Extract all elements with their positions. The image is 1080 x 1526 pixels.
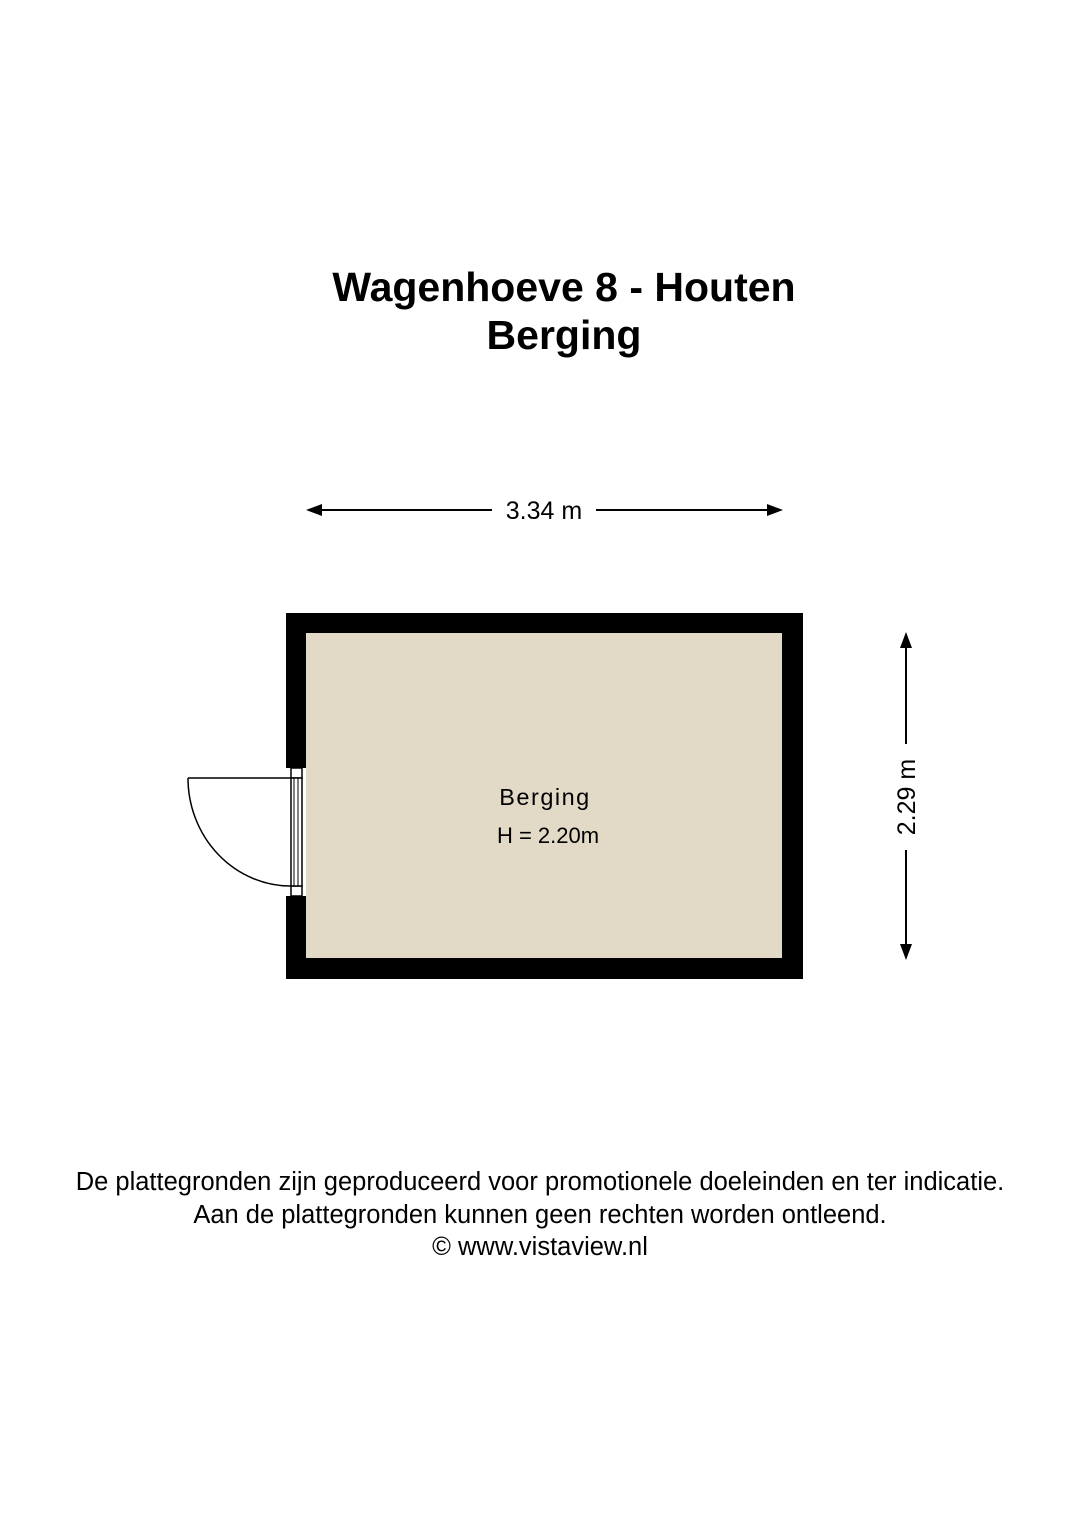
room-name-label: Berging bbox=[499, 784, 591, 810]
door bbox=[188, 768, 302, 896]
width-arrow-left-icon bbox=[306, 504, 322, 516]
door-jamb-bottom bbox=[291, 886, 302, 896]
depth-dimension-label: 2.29 m bbox=[893, 758, 921, 836]
door-frame bbox=[291, 778, 302, 886]
door-jamb-top bbox=[291, 768, 302, 778]
page-subtitle: Berging bbox=[486, 312, 642, 358]
width-arrow-right-icon bbox=[767, 504, 783, 516]
wall-right bbox=[782, 613, 803, 979]
width-dimension bbox=[306, 497, 783, 525]
width-dimension-label: 3.34 m bbox=[505, 497, 583, 525]
wall-left-upper bbox=[286, 613, 306, 768]
door-swing-arc bbox=[188, 778, 291, 886]
depth-arrow-top-icon bbox=[900, 632, 912, 648]
room-height-label: H = 2.20m bbox=[496, 823, 600, 848]
wall-top bbox=[286, 613, 803, 633]
wall-bottom bbox=[286, 958, 803, 979]
copyright-line: © www.vistaview.nl bbox=[432, 1233, 648, 1261]
depth-arrow-bottom-icon bbox=[900, 944, 912, 960]
wall-left-lower bbox=[286, 896, 306, 979]
disclaimer-line-1: De plattegronden zijn geproduceerd voor promotionele doeleinden en ter indicatie. bbox=[75, 1168, 1005, 1196]
page-title: Wagenhoeve 8 - Houten bbox=[332, 264, 796, 310]
depth-dimension bbox=[893, 632, 921, 960]
disclaimer-line-2: Aan de plattegronden kunnen geen rechten worden ontleend. bbox=[193, 1201, 887, 1229]
